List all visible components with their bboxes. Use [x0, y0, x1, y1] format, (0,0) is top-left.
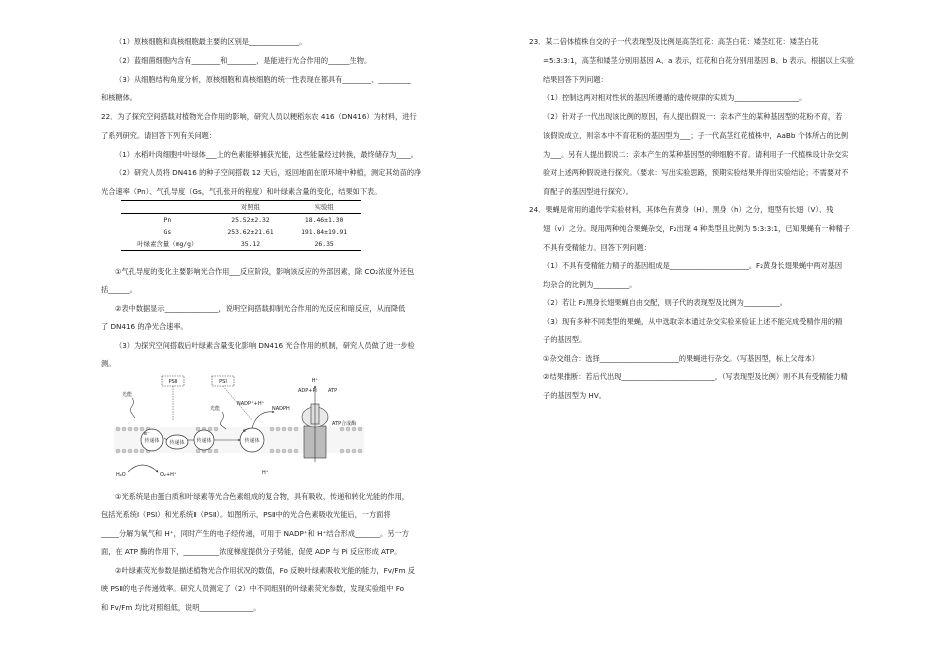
- atp-synthase-label: ATP合成酶: [332, 421, 357, 427]
- oxygen-label: O₂+H⁺: [160, 472, 177, 478]
- nadph-arrow: [252, 412, 274, 428]
- q23-stem-cont: =5:3:3:1，高茎和矮茎分别用基因 A、a 表示，红花和白花分别用基因 B、b 表示。根据以上实验: [543, 56, 855, 65]
- table-row: [121, 226, 361, 238]
- q21-part2: （2）蓝细菌细胞内含有________和________，是能进行光合作用的______生物。: [115, 56, 372, 65]
- q22-3-ii: ②叶绿素荧光参数是描述植物光合作用状况的数值，Fo 反映叶绿素吸收光能的能力，Fv/Fm 反: [115, 566, 415, 575]
- q22-2-ii: ②表中数据显示_______________，说明空间搭载抑制光合作用的光反应和暗反应，从而降低: [115, 304, 406, 313]
- light-label-2: 光能: [210, 406, 221, 412]
- q22-part1: （1）水稻叶肉细胞中叶绿体___上的色素能够捕获光能，这些能量经过转换，最终储存为____。: [115, 150, 418, 159]
- q22-2-i: ①气孔导度的变化主要影响光合作用___反应阶段，影响该反应的外部因素，除 CO₂浓度外还包: [115, 267, 415, 276]
- table-cell: 26.35: [314, 240, 334, 248]
- table-cell: 191.84±19.91: [301, 228, 348, 236]
- q23-part2-line5: 育配子的基因型进行探究）。: [543, 187, 633, 196]
- q23-stem: 23．某二倍体植株自交的子一代表现型及比例是高茎红花：高茎白花：矮茎红花：矮茎白花: [529, 37, 819, 46]
- table-row: [121, 238, 361, 251]
- table-cell: 35.12: [240, 240, 261, 248]
- q24-part3-ii: ②结果推断：若后代出现__________________________，（写表现型及比例）则不具有受精能力精: [543, 372, 848, 381]
- q23-part1: （1）控制这两对相对性状的基因所遵循的遗传规律的实质为__________________。: [543, 93, 807, 102]
- q22-3-i-line3: _____分解为氧气和 H⁺，同时产生的电子经传递，可用于 NADP⁺和 H⁺结合形成_______。另一方: [101, 529, 409, 538]
- q23-part2-line3: 为___。另有人提出假说二：亲本产生的某种基因型的卵细胞不育。请利用子一代植株设计杂交实: [543, 150, 849, 159]
- light-label-1: 光能: [122, 392, 133, 398]
- q24-part3-ii-cont: 子的基因型为 HV。: [543, 391, 606, 400]
- water-split-arrow: [128, 465, 158, 472]
- q21-part3: （3）从细胞结构角度分析，原核细胞和真核细胞的统一性表现在都具有________、_________: [115, 75, 411, 84]
- q22-3-i: ①光系统是由蛋白质和叶绿素等光合色素组成的复合物，具有吸收、传递和转化光能的作用，: [115, 492, 409, 501]
- q24-part3: （3）现有多种不同类型的果蝇，从中选取亲本通过杂交实验来验证上述不能完成受精作用的精: [543, 317, 843, 326]
- q22-stem-cont: 了系列研究。请回答下列有关问题：: [101, 131, 217, 140]
- carrier-label-2: 传递体: [169, 440, 185, 446]
- q22-2-ii-cont: 了 DN416 的净光合速率。: [101, 322, 188, 331]
- adp-label: ADP+Pi: [298, 388, 317, 394]
- hplus-label-bottom: H⁺: [262, 470, 269, 476]
- light-arrow-2: [221, 412, 227, 429]
- table-header-blank: [121, 201, 214, 214]
- q24-part3-cont: 子的基因型。: [543, 335, 587, 344]
- electron-label-2: e⁻: [243, 428, 249, 434]
- q23-part2: （2）针对子一代出现该比例的原因，有人提出假说一：亲本产生的某种基因型的花粉不育，若: [543, 112, 843, 121]
- light-arrow-1: [131, 398, 136, 418]
- table-header-experiment: 实验组: [314, 203, 334, 211]
- table-cell: 25.52±2.32: [231, 216, 270, 224]
- nadp-label: NADP⁺+H⁺: [237, 401, 265, 407]
- table-cell: 叶绿素含量（mg/g）: [137, 240, 198, 248]
- table-cell: Pn: [163, 216, 172, 224]
- q22-part2: （2）研究人员将 DN416 的种子空间搭载 12 天后，返回地面在原环境中种植，测定其幼苗的净: [115, 168, 422, 177]
- ps2-label: PSⅡ: [168, 379, 178, 385]
- atp-label: ATP: [328, 388, 338, 394]
- q24-stem-cont2: 不具有受精能力。回答下列问题：: [543, 243, 651, 252]
- carrier-label-3: 传递体: [196, 438, 212, 444]
- water-label: H₂O: [116, 472, 126, 478]
- q22-part3-cont: 测。: [101, 359, 116, 368]
- data-table: [121, 200, 361, 251]
- q22-3-i-line2: 包括光系统Ⅰ（PSⅠ）和光系统Ⅱ（PSⅡ）。如图所示，PSⅡ中的光合色素吸收光能后，一方面将: [101, 510, 391, 519]
- q21-part3-cont: 和核糖体。: [101, 93, 137, 102]
- table-cell: 253.62±21.61: [227, 228, 274, 236]
- q23-stem-cont2: 结果回答下列问题：: [543, 75, 608, 84]
- q22-stem: 22．为了探究空间搭载对植物光合作用的影响，研究人员以粳稻东农 416（DN416）为材料，进行: [101, 112, 417, 121]
- nadph-label: NADPH: [272, 406, 290, 412]
- q24-part1-cont: 均杂合的比例为__________。: [543, 280, 637, 289]
- q22-3-i-line4: 面，在 ATP 酶的作用下，__________浓度梯度提供分子势能，促使 ADP 与 Pi 反应形成 ATP。: [101, 547, 402, 556]
- q24-stem-cont: 翅（v）之分。现用两种纯合果蝇杂交，F₂出现 4 种类型且比例为 5:3:3:1，已知果蝇有一种精子: [543, 224, 851, 233]
- q22-part2-cont: 光合速率（Pn）、气孔导度（Gs，气孔张开的程度）和叶绿素含量的变化，结果如下表。: [101, 187, 382, 196]
- electron-label-1: e⁻: [144, 431, 150, 437]
- table-header-row: [121, 201, 361, 214]
- q22-3-ii-line2: 映 PSⅡ的电子传递效率。研究人员测定了（2）中不同组别的叶绿素荧光参数，发现实验组中 Fo: [101, 584, 404, 593]
- q24-part1: （1）不具有受精能力精子的基因组成是______________________。F₂黄身长翅果蝇中两对基因: [543, 261, 843, 270]
- q24-stem: 24．果蝇是常用的遗传学实验材料，其体色有黄身（H）、黑身（h）之分，翅型有长翅（V）、残: [529, 205, 834, 214]
- table-cell: Gs: [163, 228, 172, 236]
- q22-3-ii-line3: 和 Fv/Fm 均比对照组低，说明_______________。: [101, 603, 261, 612]
- q24-part2: （2）若让 F₂黑身长翅果蝇自由交配，则子代的表现型及比例为__________。: [543, 298, 787, 307]
- thylakoid-membrane-diagram: [112, 372, 367, 484]
- carrier-label-1: 传递体: [144, 438, 160, 444]
- hplus-label-top: H⁺: [311, 378, 319, 384]
- q21-part1: （1）原核细胞和真核细胞最主要的区别是______________。: [115, 37, 307, 46]
- q23-part2-line4: 验对上述两种假说进行探究。（要求：写出实验思路，预期实验结果并得出实验结论；不需要对不: [543, 168, 849, 177]
- table-cell: 18.46±1.30: [304, 216, 344, 224]
- q23-part2-line2: 该假说成立，则亲本中不育花粉的基因型为___；子一代高茎红花植株中，AaBb 个体所占的比例: [543, 131, 849, 140]
- q22-part3: （3）为探究空间搭载后叶绿素含量变化影响 DN416 光合作用的机制，研究人员做了进一步检: [115, 341, 415, 350]
- table-row: [121, 214, 361, 227]
- ps1-label: PSⅠ: [219, 379, 227, 385]
- carrier-label-4: 传递体: [244, 438, 260, 444]
- q24-part3-i: ①杂交组合：选择______________________的果蝇进行杂交。（写基因型，标上父母本）: [543, 354, 819, 363]
- q22-2-i-cont: 括______。: [101, 285, 137, 294]
- table-header-control: 对照组: [240, 203, 261, 211]
